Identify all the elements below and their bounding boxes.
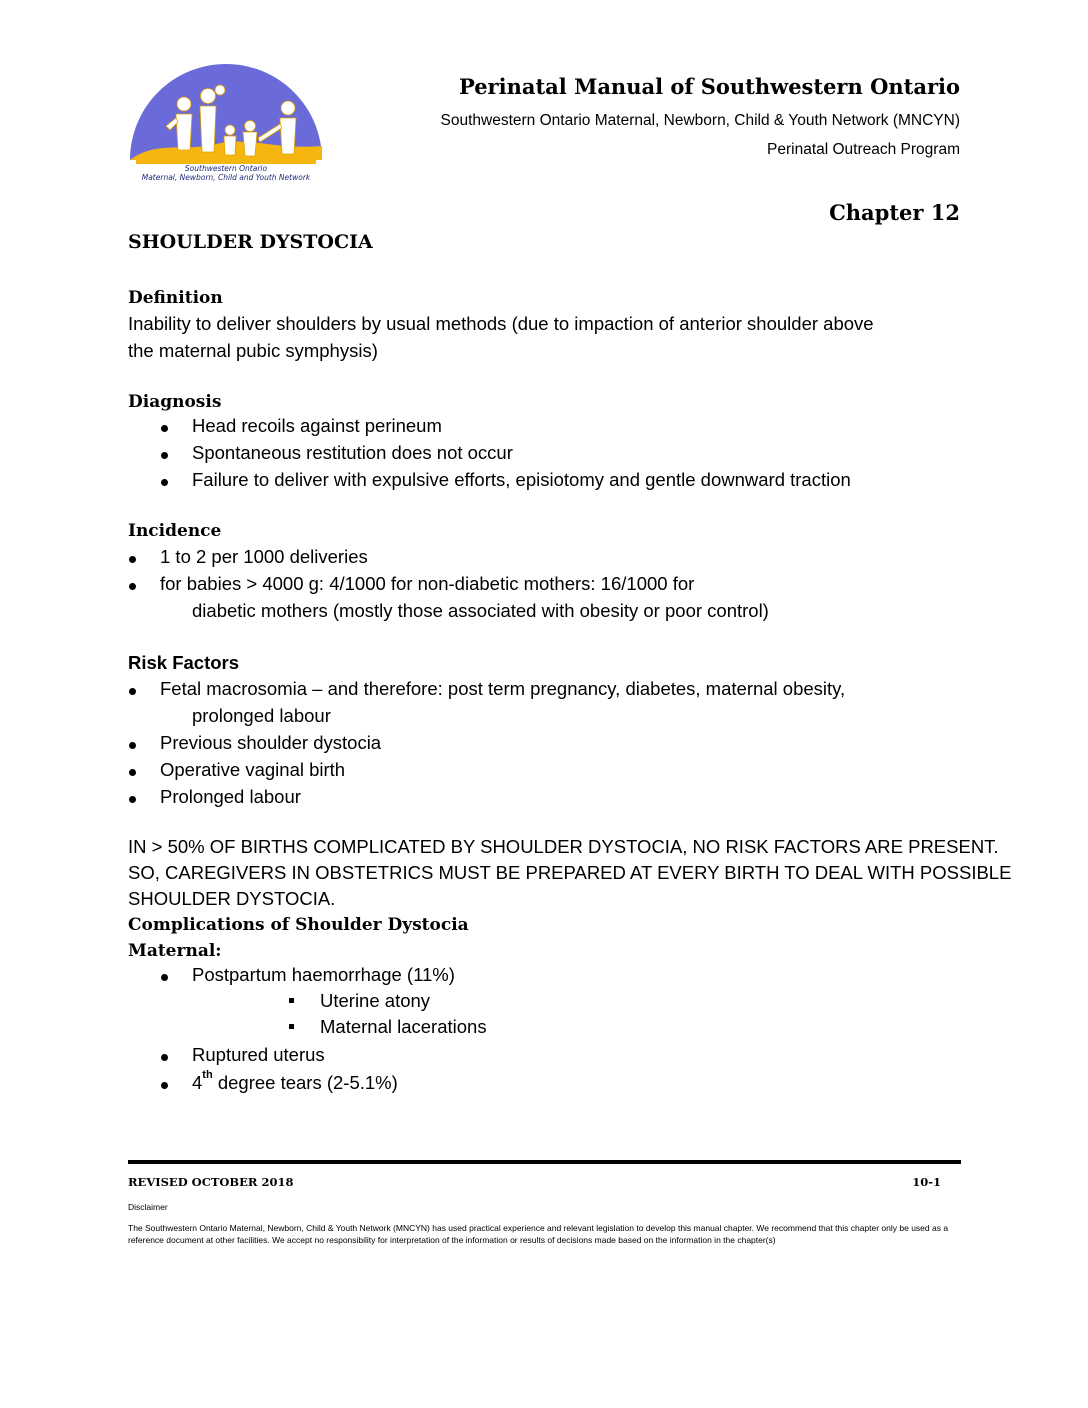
disclaimer-text: The Southwestern Ontario Maternal, Newborn, Child & Youth Network (MNCYN) has used practical experience and relevant legislation to develop this manual chapter. We recommend that this chapter only be used as a reference document at other facilities. We accept no responsibility for interpretation of the information or results of decisions made based on the information in the chapter(s)	[128, 1223, 949, 1245]
bullet-icon	[129, 742, 136, 749]
definition-line-2: the maternal pubic symphysis)	[128, 340, 378, 361]
diagnosis-item: Failure to deliver with expulsive efforts, episiotomy and gentle downward traction	[192, 469, 851, 490]
complications-heading: Complications of Shoulder Dystocia	[128, 915, 469, 935]
warning-line-3: SHOULDER DYSTOCIA.	[128, 888, 336, 909]
network-logo	[126, 60, 326, 190]
bullet-icon	[161, 1082, 168, 1089]
bullet-icon	[129, 583, 136, 590]
bullet-icon	[161, 1054, 168, 1061]
incidence-item: 1 to 2 per 1000 deliveries	[160, 546, 368, 567]
incidence-item: for babies > 4000 g: 4/1000 for non-diabetic mothers: 16/1000 for	[160, 573, 695, 594]
degree-text: degree tears (2-5.1%)	[212, 1072, 398, 1093]
risk-factor-item-continuation: prolonged labour	[192, 705, 331, 726]
diagnosis-item: Head recoils against perineum	[192, 415, 442, 436]
program-name: Perinatal Outreach Program	[767, 141, 960, 158]
complication-subitem: Maternal lacerations	[320, 1016, 487, 1037]
warning-line-2: SO, CAREGIVERS IN OBSTETRICS MUST BE PREPARED AT EVERY BIRTH TO DEAL WITH POSSIBLE	[128, 862, 1012, 883]
network-name: Southwestern Ontario Maternal, Newborn, Child & Youth Network (MNCYN)	[440, 112, 960, 129]
revised-date: REVISED OCTOBER 2018	[128, 1175, 294, 1189]
complication-subitem: Uterine atony	[320, 990, 431, 1011]
risk-factors-heading: Risk Factors	[128, 652, 240, 673]
bullet-icon	[129, 769, 136, 776]
square-bullet-icon	[289, 1024, 294, 1029]
bullet-icon	[161, 452, 168, 459]
complication-item: Ruptured uterus	[192, 1044, 325, 1065]
diagnosis-item: Spontaneous restitution does not occur	[192, 442, 513, 463]
incidence-item-continuation: diabetic mothers (mostly those associated with obesity or poor control)	[192, 600, 769, 621]
risk-factor-item: Operative vaginal birth	[160, 759, 346, 780]
square-bullet-icon	[289, 998, 294, 1003]
risk-factor-item: Prolonged labour	[160, 786, 301, 807]
footer-rule	[128, 1160, 961, 1164]
risk-factor-item: Previous shoulder dystocia	[160, 732, 382, 753]
document-title: SHOULDER DYSTOCIA	[128, 231, 373, 253]
risk-factor-item: Fetal macrosomia – and therefore: post term pregnancy, diabetes, maternal obesity,	[160, 678, 846, 699]
logo-text-line2: Maternal, Newborn, Child and Youth Network	[141, 173, 311, 182]
bullet-icon	[129, 688, 136, 695]
bullet-icon	[161, 479, 168, 486]
warning-line-1: IN > 50% OF BIRTHS COMPLICATED BY SHOULDER DYSTOCIA, NO RISK FACTORS ARE PRESENT.	[128, 836, 999, 857]
degree-number: 4	[192, 1072, 203, 1093]
diagnosis-heading: Diagnosis	[128, 392, 222, 412]
chapter-label: Chapter 12	[829, 200, 960, 225]
bullet-icon	[161, 974, 168, 981]
disclaimer-label: Disclaimer	[128, 1202, 168, 1212]
manual-title: Perinatal Manual of Southwestern Ontario	[458, 74, 960, 99]
degree-suffix: th	[202, 1069, 213, 1081]
complication-item	[192, 1069, 398, 1094]
page-number: 10-1	[912, 1175, 941, 1189]
bullet-icon	[129, 796, 136, 803]
definition-heading: Definition	[128, 288, 223, 308]
definition-line-1: Inability to deliver shoulders by usual methods (due to impaction of anterior shoulder above	[128, 313, 874, 334]
maternal-subheading: Maternal:	[128, 941, 222, 961]
bullet-icon	[129, 556, 136, 563]
incidence-heading: Incidence	[128, 521, 222, 541]
bullet-icon	[161, 425, 168, 432]
complication-item: Postpartum haemorrhage (11%)	[192, 964, 455, 985]
logo-text-line1: Southwestern Ontario	[184, 164, 268, 173]
